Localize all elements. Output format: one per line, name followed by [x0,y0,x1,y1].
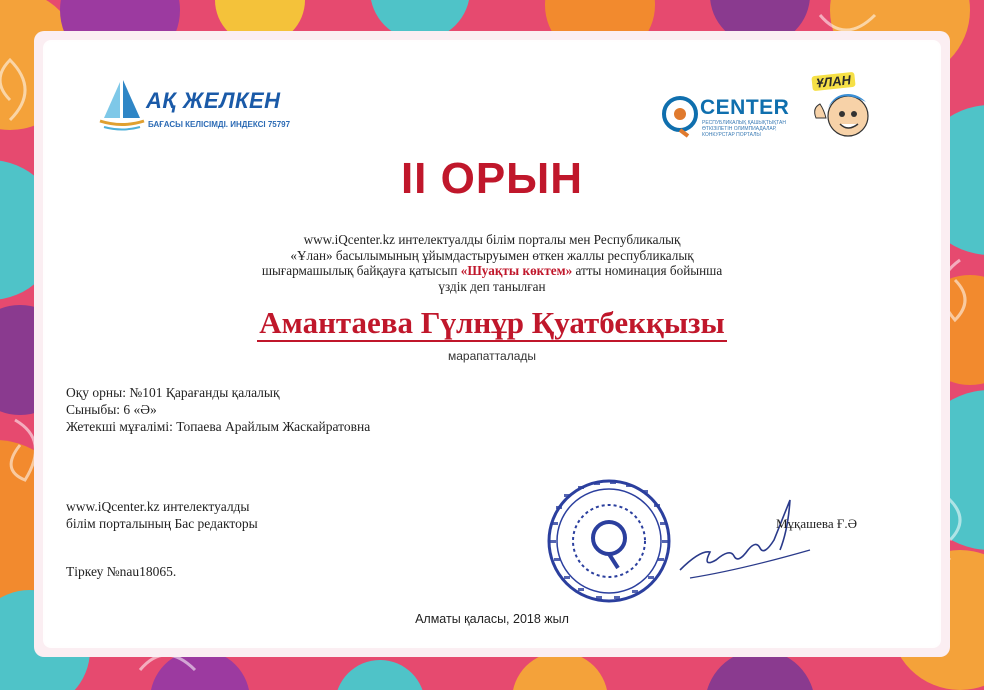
registration-number: Тіркеу №nau18065. [66,564,177,579]
intro-text [232,232,752,294]
place-title: II ОРЫН [400,154,584,203]
iq-circle-icon [660,94,700,138]
editor-line-2: білім порталының Бас редакторы [66,516,258,531]
intro-line-4: үздік деп танылған [438,278,546,294]
grade-line: Сыныбы: 6 «Ә» [66,402,157,417]
intro-line-2: «Ұлан» басылымының ұйымдастыруымен өткен жаллы республикалық [290,247,694,263]
intro-line-3-pre: шығармашылық байқауға қатысып [261,263,461,278]
iqcenter-title: CENTER [700,96,790,119]
sailboat-icon [98,78,146,134]
intro-line-3 [232,263,752,279]
awarded-text: марапатталады [447,349,536,363]
iqcenter-subtitle: РЕСПУБЛИКАЛЫҚ ҚАШЫҚТЫҚТАН ӨТКІЗІЛЕТІН ОЛИМПИАДАЛАР, КОНКУРСТАР ПОРТАЛЫ [702,120,786,138]
signature-icon [660,490,820,590]
official-seal-icon [544,476,674,606]
ak-zhelken-title: АҚ ЖЕЛКЕН [146,88,281,113]
ulan-title: ҰЛАН [811,72,855,91]
details-block [66,384,370,435]
editor-line-1: www.iQcenter.kz интелектуалды [66,499,250,514]
teacher-line: Жетекші мұғалімі: Топаева Арайлым Жаскайратовна [66,419,371,434]
ak-zhelken-logo [98,78,298,136]
editor-block [66,498,258,532]
iqcenter-logo [660,94,810,144]
intro-line-3-post: атты номинация бойынша [572,263,723,278]
recipient-name: Амантаева Гүлнұр Қуатбекқызы [259,305,725,340]
boy-mascot-icon [810,72,878,144]
ulan-mascot [810,72,878,144]
intro-line-1: www.iQcenter.kz интелектуалды білім порталы мен Республикалық [303,232,681,247]
nomination-highlight: «Шуақты көктем» [460,263,573,278]
city-year: Алматы қаласы, 2018 жыл [415,612,569,626]
school-line: Оқу орны: №101 Қарағанды қалалық [66,385,280,400]
ak-zhelken-subtitle: БАҒАСЫ КЕЛІСІМДІ. ИНДЕКСІ 75797 [148,120,291,129]
recipient-name-block [0,305,984,341]
signer-name: Мұқашева Ғ.Ә [776,516,858,531]
